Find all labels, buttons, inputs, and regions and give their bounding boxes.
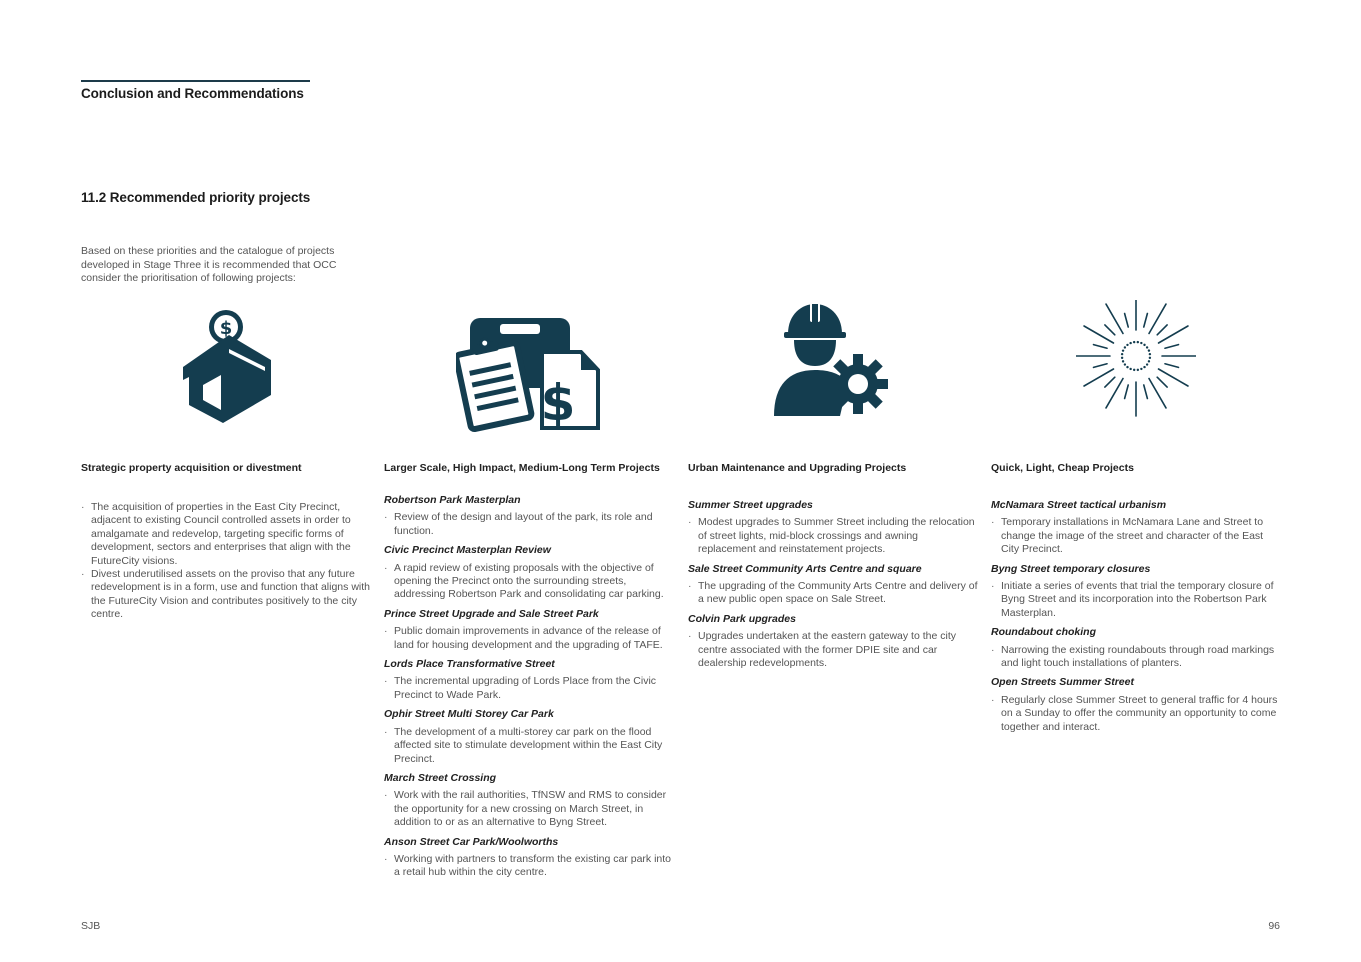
project-title: Colvin Park upgrades <box>688 612 796 625</box>
starburst-icon <box>1076 300 1196 420</box>
bullet-list <box>384 726 674 766</box>
bullet-list <box>688 516 978 556</box>
column-title: Urban Maintenance and Upgrading Projects <box>688 462 907 474</box>
section-title: 11.2 Recommended priority projects <box>81 190 311 205</box>
list-item: · The acquisition of properties in the East City Precinct, adjacent to existing Council controlled assets in order to amalgamate and redevelop, targeting specific forms of development, sectors and enterprises that align with the FutureCity visions. <box>81 501 371 568</box>
bullet-list <box>991 516 1281 556</box>
list-item: · Temporary installations in McNamara Lane and Street to change the image of the street and character of the East City Precinct. <box>991 516 1281 556</box>
footer-brand: SJB <box>81 920 101 932</box>
list-item: · The upgrading of the Community Arts Centre and delivery of a new public open space on Sale Street. <box>688 580 978 607</box>
bullet-list <box>384 511 674 538</box>
column-title: Larger Scale, High Impact, Medium-Long Term Projects <box>384 462 660 474</box>
list-item: · Regularly close Summer Street to general traffic for 4 hours on a Sunday to offer the community an opportunity to come together and interact. <box>991 694 1281 734</box>
bullet-list <box>384 789 674 829</box>
worker-gear-icon <box>770 300 900 420</box>
column-body <box>384 494 674 886</box>
list-item: · The incremental upgrading of Lords Place from the Civic Precinct to Wade Park. <box>384 675 674 702</box>
project-title: Summer Street upgrades <box>688 499 813 511</box>
column-title: Strategic property acquisition or divestment <box>81 462 302 474</box>
list-item: · Public domain improvements in advance of the release of land for housing development and the upgrading of TAFE. <box>384 625 674 652</box>
page-number: 96 <box>1268 920 1280 932</box>
clipboard-dollar-icon <box>456 312 606 432</box>
bullet-list <box>991 694 1281 734</box>
list-item: · Working with partners to transform the existing car park into a retail hub within the city centre. <box>384 853 674 880</box>
column-body <box>991 499 1281 740</box>
bullet-list <box>384 625 674 652</box>
house-dollar-icon <box>181 305 281 425</box>
project-title: Anson Street Car Park/Woolworths <box>384 835 559 848</box>
project-title: Civic Precinct Masterplan Review <box>384 544 551 557</box>
bullet-list <box>384 562 674 602</box>
svg-text:$: $ <box>219 318 233 339</box>
bullet-list <box>688 580 978 607</box>
bullet-list <box>688 630 978 670</box>
project-title: Prince Street Upgrade and Sale Street Park <box>384 607 599 620</box>
bullet-list <box>81 501 371 622</box>
header-rule <box>81 80 310 82</box>
column-body <box>688 499 978 676</box>
list-item: · Work with the rail authorities, TfNSW and RMS to consider the opportunity for a new crossing on March Street, in addition to or as an alternative to Byng Street. <box>384 789 674 829</box>
project-title: Robertson Park Masterplan <box>384 494 521 506</box>
svg-text:$: $ <box>540 374 576 432</box>
list-item: · Narrowing the existing roundabouts through road markings and light touch installations of planters. <box>991 644 1281 671</box>
list-item: · A rapid review of existing proposals with the objective of opening the Precinct onto the surrounding streets, addressing Robertson Park and consolidating car parking. <box>384 562 674 602</box>
bullet-list <box>991 580 1281 620</box>
project-title: March Street Crossing <box>384 771 497 784</box>
list-item: · Review of the design and layout of the park, its role and function. <box>384 511 674 538</box>
project-title: Roundabout choking <box>991 626 1096 639</box>
column-title: Quick, Light, Cheap Projects <box>991 462 1134 474</box>
column-body <box>81 501 371 628</box>
bullet-list <box>384 853 674 880</box>
project-title: Ophir Street Multi Storey Car Park <box>384 708 554 721</box>
project-title: Sale Street Community Arts Centre and square <box>688 562 922 575</box>
list-item: · Modest upgrades to Summer Street including the relocation of street lights, mid-block crossings and awning replacement and reinstatement projects. <box>688 516 978 556</box>
bullet-list <box>384 675 674 702</box>
project-title: Lords Place Transformative Street <box>384 658 555 671</box>
project-title: Byng Street temporary closures <box>991 562 1151 575</box>
list-item: · Divest underutilised assets on the proviso that any future redevelopment is in a form, use and function that aligns with the FutureCity Vision and contributes positively to the city centre. <box>81 568 371 622</box>
bullet-list <box>991 644 1281 671</box>
intro-paragraph: Based on these priorities and the catalogue of projects developed in Stage Three it is recommended that OCC consider the prioritisation of following projects: <box>81 245 337 284</box>
project-title: Open Streets Summer Street <box>991 676 1134 689</box>
project-title: McNamara Street tactical urbanism <box>991 499 1167 511</box>
list-item: · The development of a multi-storey car park on the flood affected site to stimulate development within the East City Precinct. <box>384 726 674 766</box>
list-item: · Upgrades undertaken at the eastern gateway to the city centre associated with the former DPIE site and car dealership redevelopments. <box>688 630 978 670</box>
page-header-title: Conclusion and Recommendations <box>81 86 304 101</box>
list-item: · Initiate a series of events that trial the temporary closure of Byng Street and its incorporation into the Robertson Park Masterplan. <box>991 580 1281 620</box>
